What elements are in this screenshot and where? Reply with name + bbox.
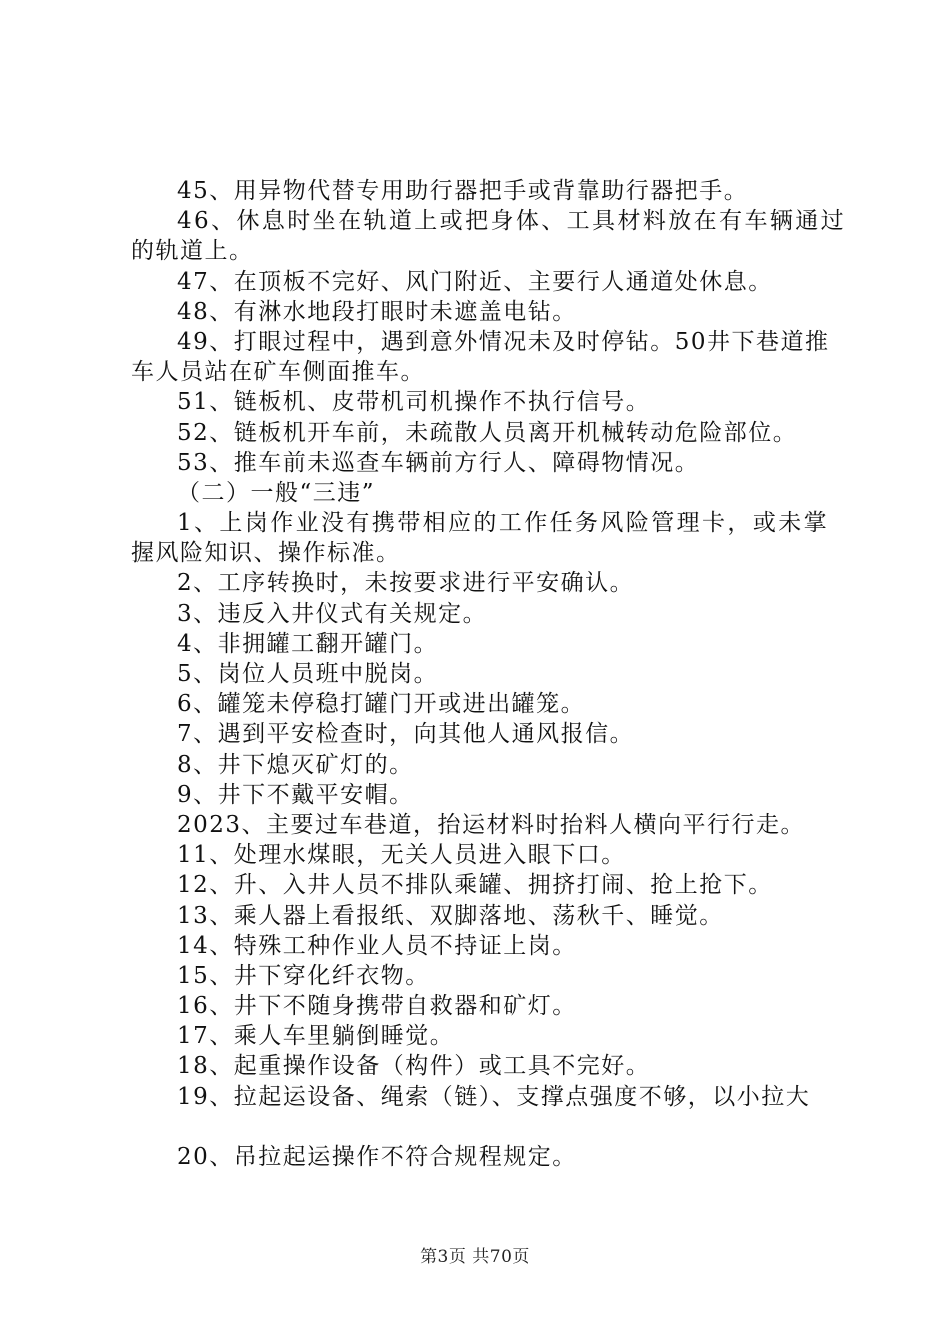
text-line-g1: 1、上岗作业没有携带相应的工作任务风险管理卡，或未掌 xyxy=(177,510,830,537)
text-line-g15: 15、井下穿化纤衣物。 xyxy=(177,962,430,989)
text-line-50-cont: 车人员站在矿车侧面推车。 xyxy=(131,359,425,386)
text-line-g9: 9、井下不戴平安帽。 xyxy=(177,781,414,808)
text-line-g8: 8、井下熄灭矿灯的。 xyxy=(177,751,414,778)
blank-line xyxy=(131,1112,831,1142)
text-line-45: 45、用异物代替专用助行器把手或背靠助行器把手。 xyxy=(177,178,749,204)
text-line-46-cont: 的轨道上。 xyxy=(131,238,254,265)
text-line-47: 47、在顶板不完好、风门附近、主要行人通道处休息。 xyxy=(177,268,773,295)
text-line-g14: 14、特殊工种作业人员不持证上岗。 xyxy=(177,932,577,959)
text-line-46: 46、休息时坐在轨道上或把身体、工具材料放在有车辆通过 xyxy=(177,208,847,235)
text-line-49: 49、打眼过程中，遇到意外情况未及时停钻。50井下巷道推 xyxy=(177,328,830,355)
page-footer: 第3页 共70页 xyxy=(420,1247,530,1267)
section-heading: （二）一般“三违” xyxy=(177,479,376,506)
text-line-g6: 6、罐笼未停稳打罐门开或进出罐笼。 xyxy=(177,691,586,718)
text-line-53: 53、推车前未巡查车辆前方行人、障碍物情况。 xyxy=(177,449,700,476)
text-line-g12: 12、升、入井人员不排队乘罐、拥挤打闹、抢上抢下。 xyxy=(177,872,773,899)
text-line-52: 52、链板机开车前，未疏散人员离开机械转动危险部位。 xyxy=(177,419,798,446)
text-line-g20: 20、吊拉起运操作不符合规程规定。 xyxy=(177,1143,577,1170)
text-line-g11: 11、处理水煤眼，无关人员进入眼下口。 xyxy=(177,842,626,869)
text-line-48: 48、有淋水地段打眼时未遮盖电钻。 xyxy=(177,298,577,325)
text-line-g17: 17、乘人车里躺倒睡觉。 xyxy=(177,1023,455,1050)
text-line-g19: 19、拉起运设备、绳索（链）、支撑点强度不够，以小拉大 xyxy=(177,1083,811,1110)
text-line-g1-cont: 握风险知识、操作标准。 xyxy=(131,540,401,567)
text-line-g5: 5、岗位人员班中脱岗。 xyxy=(177,661,439,687)
document-body xyxy=(131,176,847,1172)
text-line-g13: 13、乘人器上看报纸、双脚落地、荡秋千、睡觉。 xyxy=(177,902,724,929)
text-line-g7: 7、遇到平安检查时，向其他人通风报信。 xyxy=(177,721,635,748)
text-line-g3: 3、违反入井仪式有关规定。 xyxy=(177,600,488,627)
text-line-g16: 16、井下不随身携带自救器和矿灯。 xyxy=(177,993,577,1020)
text-line-g18: 18、起重操作设备（构件）或工具不完好。 xyxy=(177,1053,651,1080)
text-line-51: 51、链板机、皮带机司机操作不执行信号。 xyxy=(177,389,651,416)
text-line-g10: 2023、主要过车巷道，抬运材料时抬料人横向平行行走。 xyxy=(177,811,806,838)
text-line-g2: 2、工序转换时，未按要求进行平安确认。 xyxy=(177,570,635,597)
text-line-g4: 4、非拥罐工翻开罐门。 xyxy=(177,630,439,657)
